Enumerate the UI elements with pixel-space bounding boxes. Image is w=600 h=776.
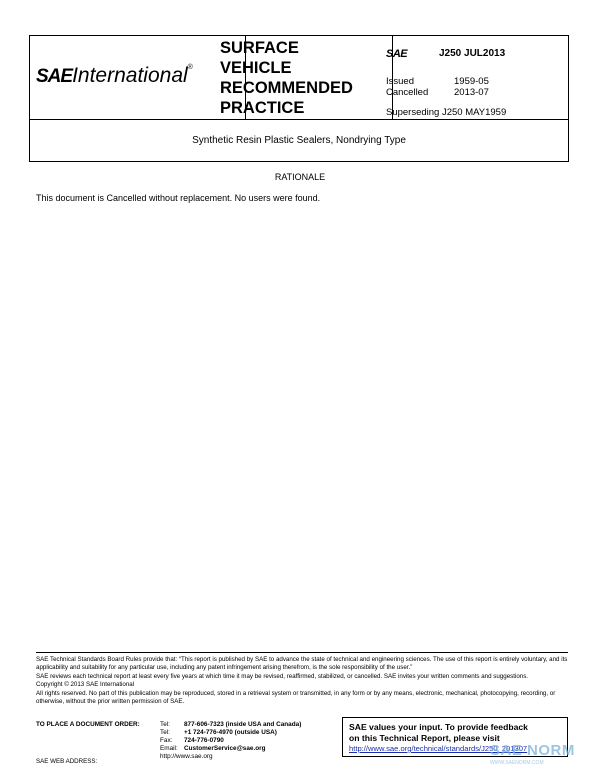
web-address-label: SAE WEB ADDRESS: <box>36 758 98 765</box>
feedback-url-link[interactable]: http://www.sae.org/technical/standards/J250_201307 <box>349 744 528 753</box>
issued-value: 1959-05 <box>454 76 489 87</box>
contact-label: Fax: <box>160 737 173 744</box>
contact-email-link[interactable]: CustomerService@sae.org <box>184 745 266 752</box>
title-box <box>29 119 569 162</box>
logo-international-text: International <box>72 64 188 87</box>
sae-international-logo <box>36 64 241 90</box>
contact-value: +1 724-776-4970 (outside USA) <box>184 729 277 736</box>
footer-paragraph: SAE Technical Standards Board Rules provide that: “This report is published by SAE to advance the state of technical and engineering sciences. The use of this report is entirely voluntary, and its applicability and suitability for any particular use, including any patent infringement arising therefrom, is the sole responsibility of the user.” <box>36 656 568 672</box>
footer-legal-text <box>36 656 568 706</box>
watermark-subtext: WWW.SAENORM.COM <box>490 760 544 766</box>
document-type-line: PRACTICE <box>220 99 305 117</box>
feedback-line-1: SAE values your input. To provide feedback <box>349 722 528 732</box>
footer-paragraph: SAE reviews each technical report at least every five years at which time it may be revised, reaffirmed, stabilized, or cancelled. SAE invites your written comments and suggestions. <box>36 672 529 680</box>
footer-rule <box>36 652 568 653</box>
sae-mini-logo: SAE <box>386 48 408 60</box>
document-type-line: RECOMMENDED <box>220 79 353 97</box>
document-title: Synthetic Resin Plastic Sealers, Nondrying Type <box>192 135 406 146</box>
cancelled-value: 2013-07 <box>454 87 489 98</box>
superseding-note: Superseding J250 MAY1959 <box>386 107 507 118</box>
logo-sae-text: SAE <box>36 66 73 87</box>
logo-registered-mark: ® <box>187 64 193 71</box>
document-type-line: SURFACE <box>220 39 299 57</box>
cancelled-label: Cancelled <box>386 87 429 98</box>
rationale-heading: RATIONALE <box>274 172 326 182</box>
watermark-text: SAE NORM <box>490 742 575 759</box>
document-id: J250 JUL2013 <box>439 48 506 59</box>
header-box <box>29 35 569 120</box>
feedback-line-2: on this Technical Report, please visit <box>349 733 500 743</box>
document-type-line: VEHICLE <box>220 59 292 77</box>
contact-value: 724-776-0790 <box>184 737 224 744</box>
contact-label: Tel: <box>160 729 170 736</box>
contact-label: Tel: <box>160 721 170 728</box>
rationale-text: This document is Cancelled without replacement. No users were found. <box>36 193 321 203</box>
document-type <box>220 38 370 118</box>
footer-paragraph: All rights reserved. No part of this publication may be reproduced, stored in a retrieval system or transmitted, in any form or by any means, electronic, mechanical, photocopying, recording, or otherwise, without the prior written permission of SAE. <box>36 689 556 706</box>
contact-value: 877-606-7323 (inside USA and Canada) <box>184 721 302 728</box>
contact-label: Email: <box>160 745 178 752</box>
order-label: TO PLACE A DOCUMENT ORDER: <box>36 721 140 728</box>
footer-paragraph: Copyright © 2013 SAE International <box>36 681 135 689</box>
contact-website-link[interactable]: http://www.sae.org <box>160 753 213 760</box>
issued-label: Issued <box>386 76 414 87</box>
